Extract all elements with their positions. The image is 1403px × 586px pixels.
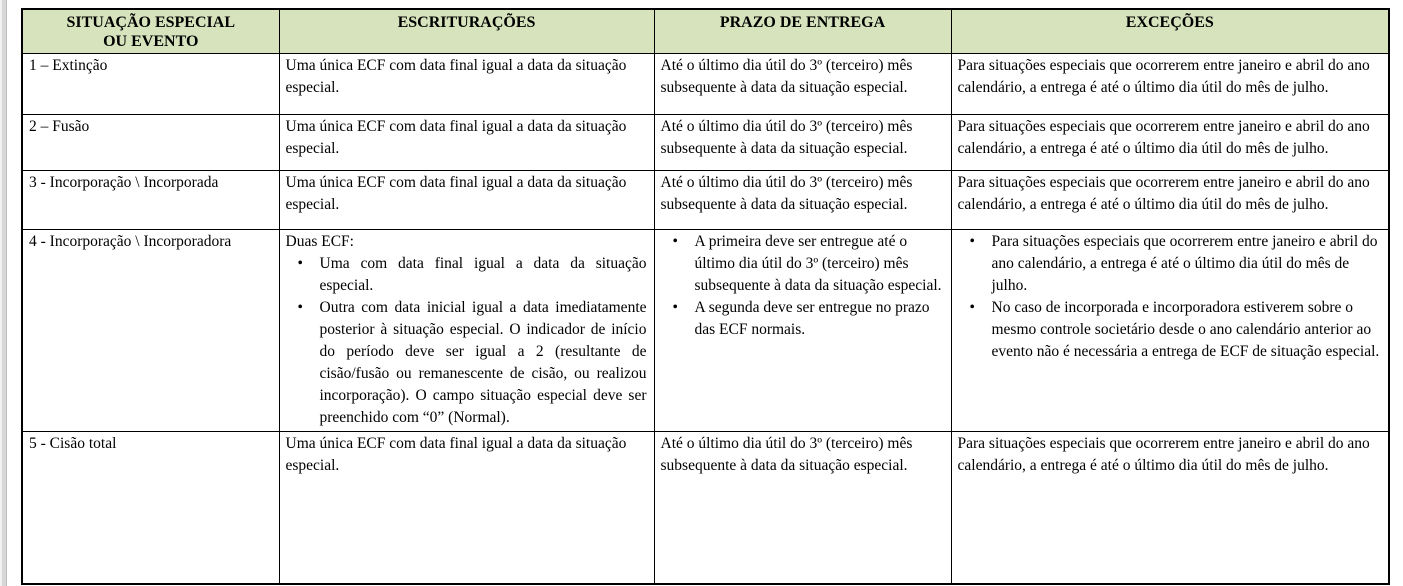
- table-header-row: [22, 9, 1389, 54]
- event-label: 5 - Cisão total: [29, 435, 117, 452]
- paragraph: Para situações especiais que ocorrerem entre janeiro e abril do ano calendário, a entrega é até o último dia útil do mês de julho.: [957, 57, 1370, 96]
- paragraph: Até o último dia útil do 3º (terceiro) mês subsequente à data da situação especial.: [660, 118, 913, 157]
- table-row-incorporacao-incorporadora: [22, 230, 1389, 432]
- paragraph: Uma única ECF com data final igual a data da situação especial.: [285, 57, 627, 96]
- table-row-cisao-total: [22, 432, 1389, 584]
- cell-escrituracoes-3: [279, 171, 654, 230]
- header-situacao-especial: [22, 9, 279, 54]
- bullet-item: • A segunda deve ser entregue no prazo das ECF normais.: [661, 297, 944, 341]
- event-label: 4 - Incorporação \ Incorporadora: [29, 233, 232, 250]
- paragraph: Para situações especiais que ocorrerem entre janeiro e abril do ano calendário, a entrega é até o último dia útil do mês de julho.: [957, 118, 1370, 157]
- paragraph: Para situações especiais que ocorrerem entre janeiro e abril do ano calendário, a entrega é até o último dia útil do mês de julho.: [957, 435, 1370, 474]
- bullet-item: • Para situações especiais que ocorrerem entre janeiro e abril do ano calendário, a entrega é até o último dia útil do mês de julho.: [958, 231, 1382, 297]
- cell-escrituracoes-1: [279, 54, 654, 115]
- paragraph: Até o último dia útil do 3º (terceiro) mês subsequente à data da situação especial.: [660, 174, 913, 213]
- cell-evento-3: [22, 171, 279, 230]
- header-prazo-de-entrega: PRAZO DE ENTREGA: [654, 9, 951, 54]
- bullet-list: [661, 231, 944, 341]
- table-row-fusao: [22, 115, 1389, 171]
- cell-excecoes-3: [951, 171, 1389, 230]
- event-label: 2 – Fusão: [29, 118, 90, 135]
- cell-excecoes-5: [951, 432, 1389, 584]
- bullet-item: • Uma com data final igual a data da situação especial.: [286, 253, 647, 297]
- page-left-gutter: [0, 0, 7, 586]
- event-label: 1 – Extinção: [29, 57, 108, 74]
- cell-escrituracoes-2: [279, 115, 654, 171]
- event-label: 3 - Incorporação \ Incorporada: [29, 174, 219, 191]
- bullet-list: [958, 231, 1382, 363]
- cell-evento-4: [22, 230, 279, 432]
- cell-evento-1: [22, 54, 279, 115]
- paragraph: Uma única ECF com data final igual a data da situação especial.: [285, 435, 627, 474]
- cell-excecoes-2: [951, 115, 1389, 171]
- cell-evento-5: [22, 432, 279, 584]
- paragraph: Até o último dia útil do 3º (terceiro) mês subsequente à data da situação especial.: [660, 57, 913, 96]
- cell-prazo-2: [654, 115, 951, 171]
- paragraph: Uma única ECF com data final igual a data da situação especial.: [285, 174, 627, 213]
- header-situacao-line2: OU EVENTO: [103, 33, 199, 50]
- bullet-item: • A primeira deve ser entregue até o último dia útil do 3º (terceiro) mês subsequente à data da situação especial.: [661, 231, 944, 297]
- cell-prazo-4: [654, 230, 951, 432]
- header-excecoes: EXCEÇÕES: [951, 9, 1389, 54]
- bullet-item: • Outra com data inicial igual a data imediatamente posterior à situação especial. O indicador de início do período deve ser igual a 2 (resultante de cisão/fusão ou remanescente de cisão, ou realizou incorporação). O campo situação especial deve ser preenchido com “0” (Normal).: [286, 297, 647, 429]
- header-situacao-line1: SITUAÇÃO ESPECIAL: [66, 14, 235, 31]
- cell-evento-2: [22, 115, 279, 171]
- paragraph: Uma única ECF com data final igual a data da situação especial.: [285, 118, 627, 157]
- header-escrituracoes: ESCRITURAÇÕES: [279, 9, 654, 54]
- cell-escrituracoes-4: [279, 230, 654, 432]
- table-row-incorporacao-incorporada: [22, 171, 1389, 230]
- cell-prazo-3: [654, 171, 951, 230]
- paragraph: Até o último dia útil do 3º (terceiro) mês subsequente à data da situação especial.: [660, 435, 913, 474]
- cell-escrituracoes-5: [279, 432, 654, 584]
- bullet-list: [286, 253, 647, 429]
- table-row-extincao: [22, 54, 1389, 115]
- cell-prazo-5: [654, 432, 951, 584]
- bullet-item: • No caso de incorporada e incorporadora estiverem sobre o mesmo controle societário desde o ano calendário anterior ao evento não é necessária a entrega de ECF de situação especial.: [958, 297, 1382, 363]
- cell-excecoes-1: [951, 54, 1389, 115]
- cell-excecoes-4: [951, 230, 1389, 432]
- ecf-situacoes-especiais-table: [21, 8, 1390, 585]
- bullet-list-intro: Duas ECF:: [285, 233, 354, 250]
- cell-prazo-1: [654, 54, 951, 115]
- paragraph: Para situações especiais que ocorrerem entre janeiro e abril do ano calendário, a entrega é até o último dia útil do mês de julho.: [957, 174, 1370, 213]
